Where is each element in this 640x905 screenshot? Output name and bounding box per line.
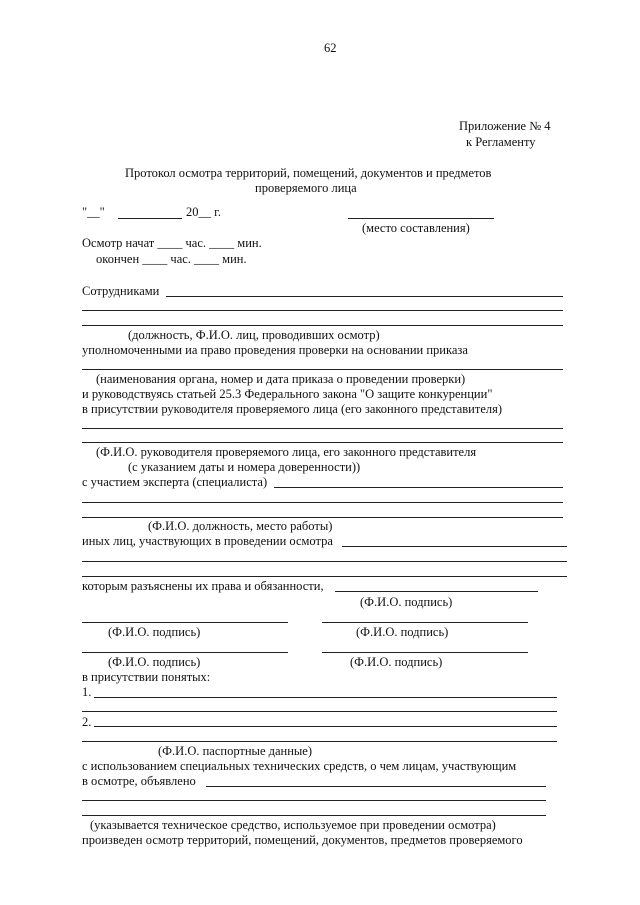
inspection-end: окончен ____ час. ____ мин. [96, 252, 247, 266]
page-number: 62 [324, 41, 337, 55]
witness-2-line-2 [82, 741, 557, 742]
expert-text: с участием эксперта (специалиста) [82, 475, 268, 489]
others-line-2 [82, 561, 567, 562]
explained-line [335, 591, 538, 592]
head-line-2 [82, 442, 563, 443]
place-caption: (место составления) [362, 221, 470, 235]
staff-line-3 [82, 325, 563, 326]
witness-1-line-2 [82, 711, 557, 712]
tech-line-3 [82, 815, 546, 816]
presence-text: в присутствии руководителя проверяемого лица (его законного представителя) [82, 402, 503, 416]
date-year: 20__ г. [186, 205, 221, 219]
staff-line-1 [166, 296, 563, 297]
order-caption: (наименования органа, номер и дата приказа о проведении проверки) [96, 372, 466, 386]
signature-caption-5: (Ф.И.О. подпись) [350, 655, 443, 669]
signature-line-4 [82, 652, 288, 653]
head-line-1 [82, 428, 563, 429]
tech-line-2 [82, 800, 546, 801]
document-title-line2: проверяемого лица [255, 181, 357, 195]
signature-caption-3: (Ф.И.О. подпись) [356, 625, 449, 639]
appendix-number: Приложение № 4 [459, 119, 551, 133]
final-text: произведен осмотр территорий, помещений, документов, предметов проверяемого [82, 833, 523, 847]
witnesses-text: в присутствии понятых: [82, 670, 211, 684]
others-text: иных лиц, участвующих в проведении осмотра [82, 534, 333, 548]
expert-line-1 [274, 487, 563, 488]
appendix-regulation: к Регламенту [466, 135, 536, 149]
passport-caption: (Ф.И.О. паспортные данные) [158, 744, 313, 758]
others-line-1 [342, 546, 567, 547]
staff-label: Сотрудниками [82, 284, 160, 298]
tech-line-1 [206, 786, 546, 787]
date-month-line [118, 218, 182, 219]
inspectors-caption: (должность, Ф.И.О. лиц, проводивших осмотр) [128, 328, 380, 342]
place-line [348, 218, 494, 219]
expert-line-2 [82, 502, 563, 503]
signature-caption-1: (Ф.И.О. подпись) [360, 595, 453, 609]
signature-line-2 [82, 622, 288, 623]
witness-1-number: 1. [82, 685, 92, 699]
staff-line-2 [82, 310, 563, 311]
signature-caption-4: (Ф.И.О. подпись) [108, 655, 201, 669]
tech-caption: (указывается техническое средство, используемое при проведении осмотра) [90, 818, 496, 832]
witness-1-line [94, 697, 557, 698]
document-title-line1: Протокол осмотра территорий, помещений, документов и предметов [125, 166, 492, 180]
expert-caption: (Ф.И.О. должность, место работы) [148, 519, 333, 533]
witness-2-line [94, 726, 557, 727]
signature-caption-2: (Ф.И.О. подпись) [108, 625, 201, 639]
signature-line-5 [322, 652, 528, 653]
tech-text-2: в осмотре, объявлено [82, 774, 196, 788]
expert-line-3 [82, 517, 563, 518]
inspection-start: Осмотр начат ____ час. ____ мин. [82, 236, 262, 250]
law-text: и руководствуясь статьей 25.3 Федерального закона "О защите конкуренции" [82, 387, 493, 401]
authorized-text: уполномоченными иа право проведения проверки на основании приказа [82, 343, 468, 357]
witness-2-number: 2. [82, 715, 92, 729]
date-day: "__" [82, 205, 105, 219]
order-line [82, 369, 563, 370]
tech-text-1: с использованием специальных технических средств, о чем лицам, участвующим [82, 759, 517, 773]
explained-text: которым разъяснены их права и обязанности, [82, 579, 324, 593]
signature-line-3 [322, 622, 528, 623]
others-line-3 [82, 576, 567, 577]
head-caption-1: (Ф.И.О. руководителя проверяемого лица, его законного представителя [96, 445, 477, 459]
head-caption-2: (с указанием даты и номера доверенности)) [128, 460, 361, 474]
